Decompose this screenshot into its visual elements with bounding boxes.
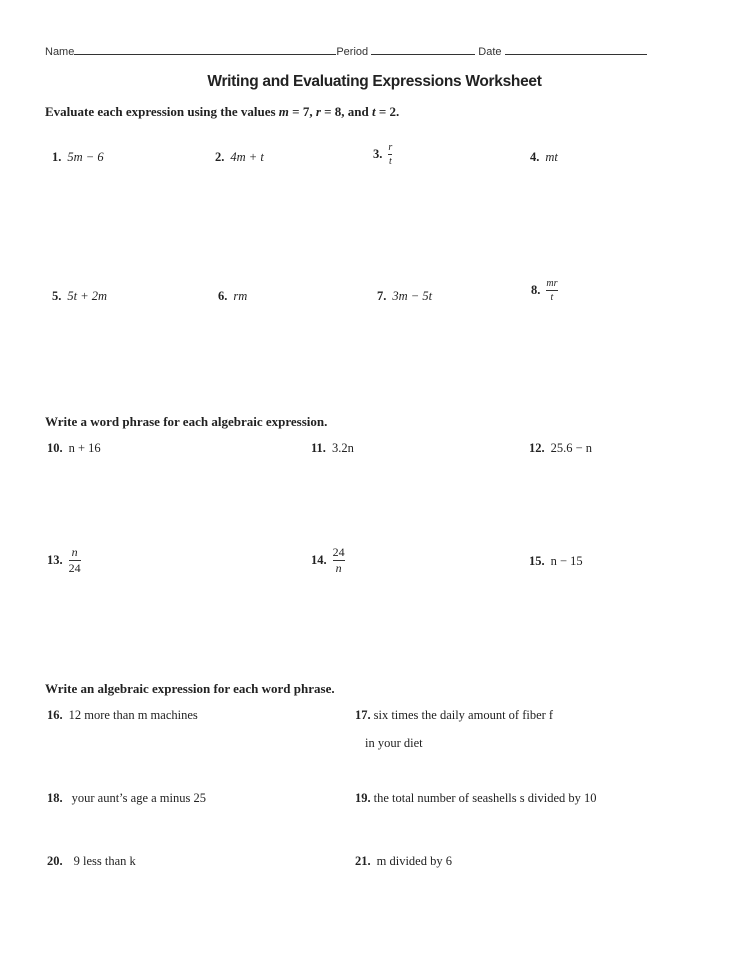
problem-6: 6. rm <box>218 289 248 303</box>
problem-7: 7. 3m − 5t <box>377 289 433 303</box>
problem-2: 2. 4m + t <box>215 150 264 164</box>
problem-21: 21. m divided by 6 <box>355 854 452 868</box>
problem-17-continued: in your diet <box>365 736 423 750</box>
problem-10: 10. n + 16 <box>47 441 101 455</box>
name-blank[interactable] <box>74 44 336 55</box>
problem-19: 19. the total number of seashells s divided by 10 <box>355 791 597 805</box>
problem-12: 12. 25.6 − n <box>529 441 593 455</box>
section3-instruction: Write an algebraic expression for each word phrase. <box>45 681 335 696</box>
problem-11: 11. 3.2n <box>311 441 354 455</box>
problem-3: 3. $\frac{r}{t}$ <box>373 142 393 167</box>
problem-16: 16. 12 more than m machines <box>47 708 198 722</box>
period-label: Period <box>336 46 369 58</box>
problem-14: 14. $\frac{24}{n}$ <box>311 545 345 575</box>
problem-17: 17. six times the daily amount of fiber f <box>355 708 554 722</box>
name-label: Name <box>45 46 75 58</box>
problem-5: 5. 5t + 2m <box>52 289 108 303</box>
section1-instruction: Evaluate each expression using the values m = 7, r = 8, and t = 2. <box>45 104 400 119</box>
problem-18: 18. your aunt’s age a minus 25 <box>47 791 206 805</box>
fraction: $\frac{24}{n}$ <box>332 545 345 575</box>
fraction: $\frac{r}{t}$ <box>388 142 393 167</box>
date-label: Date <box>478 46 502 58</box>
page-title: Writing and Evaluating Expressions Worksheet <box>207 73 542 90</box>
fraction: $\frac{n}{24}$ <box>68 545 81 575</box>
name-field[interactable] <box>45 44 647 58</box>
section2-instruction: Write a word phrase for each algebraic expression. <box>45 414 328 429</box>
period-blank[interactable] <box>371 44 475 55</box>
problem-20: 20. 9 less than k <box>47 854 136 868</box>
problem-4: 4. mt <box>530 150 558 164</box>
problem-13: 13. $\frac{n}{24}$ <box>47 545 81 575</box>
problem-1: 1. 5m − 6 <box>52 150 104 164</box>
date-blank[interactable] <box>505 44 647 55</box>
problem-15: 15. n − 15 <box>529 554 583 568</box>
problem-8: 8. $\frac{mr}{t}$ <box>531 278 558 303</box>
fraction: $\frac{mr}{t}$ <box>546 278 558 303</box>
